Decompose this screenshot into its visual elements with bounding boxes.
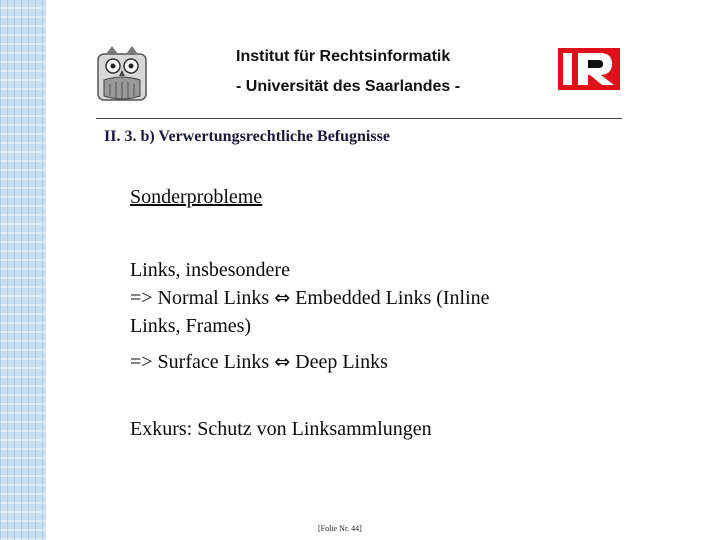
ir-logo-icon <box>558 48 620 90</box>
line-frames: Links, Frames) <box>130 315 252 337</box>
slide-number: [Folie Nr. 44] <box>318 524 362 533</box>
double-arrow-icon: ⇔ <box>274 287 291 309</box>
subheading: Sonderprobleme <box>130 186 263 208</box>
excursus-line: Exkurs: Schutz von Linksammlungen <box>130 418 432 440</box>
body-text <box>130 256 690 376</box>
section-title: II. 3. b) Verwertungsrechtliche Befugnisse <box>104 128 390 145</box>
line2-prefix: => Normal Links <box>130 287 275 309</box>
institute-title: Institut für Rechtsinformatik <box>236 48 451 65</box>
double-arrow-icon: ⇔ <box>274 351 291 373</box>
header-divider <box>96 118 622 119</box>
line-normal-vs-embedded <box>130 284 690 312</box>
university-subtitle: - Universität des Saarlandes - <box>236 78 461 95</box>
line-links: Links, insbesondere <box>130 259 290 281</box>
decorative-side-strip <box>0 0 46 540</box>
line4-prefix: => Surface Links <box>130 351 275 373</box>
line2-suffix: Embedded Links (Inline <box>290 287 490 309</box>
line-surface-vs-deep <box>130 348 690 376</box>
line4-suffix: Deep Links <box>290 351 388 373</box>
owl-seal-icon <box>96 44 148 104</box>
